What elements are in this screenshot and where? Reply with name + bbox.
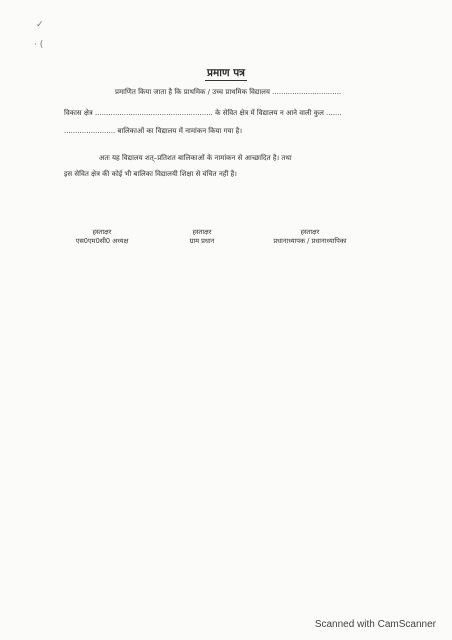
signature-role: एस0एम0सी0 अध्यक्ष (75, 237, 129, 245)
body-line-1: प्रमाणित किया जाता है कि प्राथमिक / उच्च प्राथमिक विद्यालय ............................... (115, 88, 342, 96)
body-line-4: अतः यह विद्यालय शत्–प्रतिशत बालिकाओं के नामांकन से आच्छादित है। तथा (99, 154, 292, 162)
signature-smc-chairman (52, 228, 152, 246)
body-line-3: ....................... बालिकाओं का विद्यालय में नामांकन किया गया है। (64, 127, 243, 135)
signature-headmaster (250, 228, 370, 246)
scanner-watermark: Scanned with CamScanner (314, 619, 436, 630)
body-line-5: इस सेवित क्षेत्र की कोई भी बालिका विद्यालयी शिक्षा से वंचित नहीं है। (64, 170, 237, 178)
scan-mark: ✓ (36, 20, 44, 30)
body-line-2: विकास क्षेत्र ..................................................... के सेवित क्षेत्र में विद्यालय न आने वाली कुल ....... (64, 109, 342, 117)
signature-label: हस्ताक्षर (92, 228, 112, 236)
signature-role: प्रधानाध्यापक / प्रधानाध्यापिका (273, 237, 347, 245)
signature-village-head (162, 228, 242, 246)
document-title: प्रमाण पत्र (207, 67, 245, 79)
signature-label: हस्ताक्षर (300, 228, 320, 236)
scan-mark: · ( (34, 40, 44, 50)
signature-role: ग्राम प्रधान (189, 237, 215, 245)
signature-label: हस्ताक्षर (192, 228, 212, 236)
